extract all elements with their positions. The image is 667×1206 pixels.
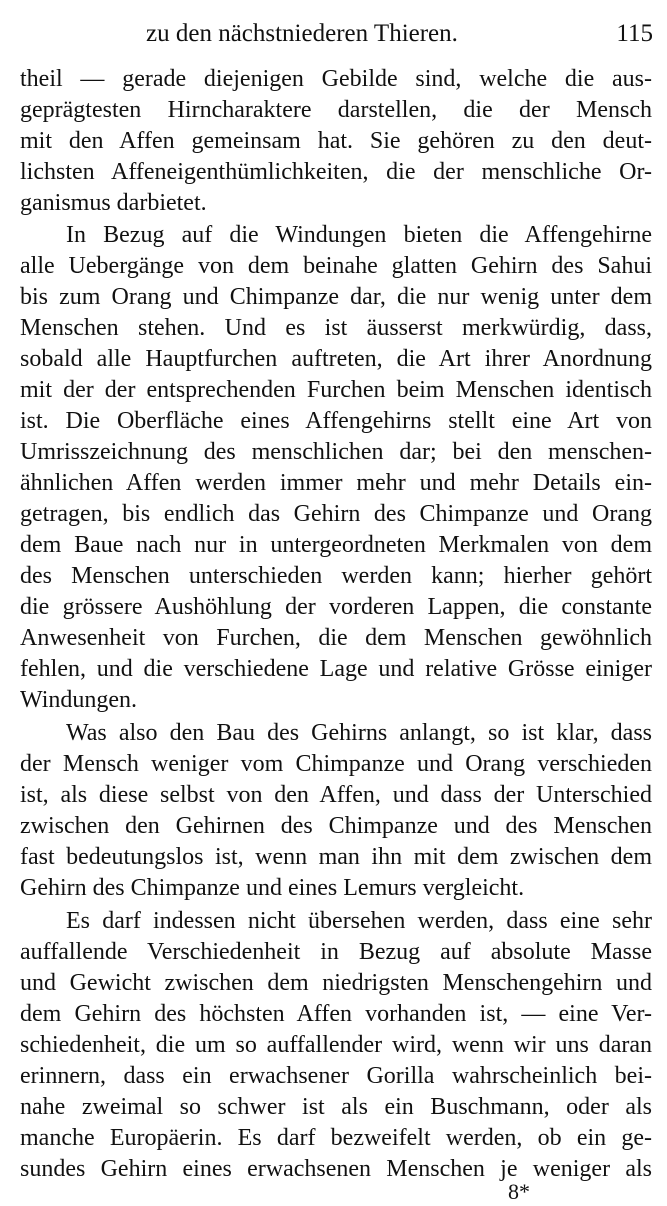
text-line: ganismus darbietet. xyxy=(20,190,207,216)
text-line: erinnern, dass ein erwachsener Gorilla wahrscheinlich bei- xyxy=(20,1063,652,1089)
text-line: Was also den Bau des Gehirns anlangt, so ist klar, dass xyxy=(66,720,652,746)
text-line: des Menschen unterschieden werden kann; hierher gehört xyxy=(20,563,652,589)
text-line: theil — gerade diejenigen Gebilde sind, welche die aus- xyxy=(20,66,652,92)
text-line: geprägtesten Hirncharaktere darstellen, die der Mensch xyxy=(20,97,652,123)
text-line: schiedenheit, die um so auffallender wird, wenn wir uns daran xyxy=(20,1032,652,1058)
text-line: fast bedeutungslos ist, wenn man ihn mit dem zwischen dem xyxy=(20,844,652,870)
text-line: ist, als diese selbst von den Affen, und dass der Unterschied xyxy=(20,782,652,808)
text-line: nahe zweimal so schwer ist als ein Buschmann, oder als xyxy=(20,1094,652,1120)
text-line: In Bezug auf die Windungen bieten die Affengehirne xyxy=(66,222,652,248)
text-line: lichsten Affeneigenthümlichkeiten, die der menschliche Or- xyxy=(20,159,652,185)
page-number: 115 xyxy=(616,20,653,47)
text-line: die grössere Aushöhlung der vorderen Lappen, die constante xyxy=(20,594,652,620)
text-line: Anwesenheit von Furchen, die dem Menschen gewöhnlich xyxy=(20,625,652,651)
text-line: fehlen, und die verschiedene Lage und relative Grösse einiger xyxy=(20,656,652,682)
text-line: getragen, bis endlich das Gehirn des Chimpanze und Orang xyxy=(20,501,652,527)
text-line: dem Baue nach nur in untergeordneten Merkmalen von dem xyxy=(20,532,652,558)
text-line: Menschen stehen. Und es ist äusserst merkwürdig, dass, xyxy=(20,315,652,341)
text-line: auffallende Verschiedenheit in Bezug auf absolute Masse xyxy=(20,939,652,965)
text-line: Gehirn des Chimpanze und eines Lemurs vergleicht. xyxy=(20,875,525,901)
text-line: Windungen. xyxy=(20,687,138,713)
text-line: sundes Gehirn eines erwachsenen Menschen je weniger als xyxy=(20,1156,652,1182)
text-line: bis zum Orang und Chimpanze dar, die nur wenig unter dem xyxy=(20,284,652,310)
text-line: ähnlichen Affen werden immer mehr und mehr Details ein- xyxy=(20,470,652,496)
text-line: alle Uebergänge von dem beinahe glatten Gehirn des Sahui xyxy=(20,253,652,279)
text-line: und Gewicht zwischen dem niedrigsten Menschengehirn und xyxy=(20,970,652,996)
running-head: zu den nächstniederen Thieren. xyxy=(146,20,458,47)
signature-mark: 8* xyxy=(508,1179,530,1204)
text-line: sobald alle Hauptfurchen auftreten, die Art ihrer Anordnung xyxy=(20,346,652,372)
text-line: zwischen den Gehirnen des Chimpanze und des Menschen xyxy=(20,813,652,839)
text-line: manche Europäerin. Es darf bezweifelt werden, ob ein ge- xyxy=(20,1125,652,1151)
text-line: mit der der entsprechenden Furchen beim Menschen identisch xyxy=(20,377,652,403)
page-header xyxy=(0,18,667,50)
text-line: Umrisszeichnung des menschlichen dar; bei den menschen- xyxy=(20,439,652,465)
text-line: der Mensch weniger vom Chimpanze und Orang verschieden xyxy=(20,751,652,777)
text-line: Es darf indessen nicht übersehen werden, dass eine sehr xyxy=(66,908,652,934)
text-line: mit den Affen gemeinsam hat. Sie gehören zu den deut- xyxy=(20,128,652,154)
text-line: dem Gehirn des höchsten Affen vorhanden ist, — eine Ver- xyxy=(20,1001,652,1027)
text-line: ist. Die Oberfläche eines Affengehirns stellt eine Art von xyxy=(20,408,652,434)
